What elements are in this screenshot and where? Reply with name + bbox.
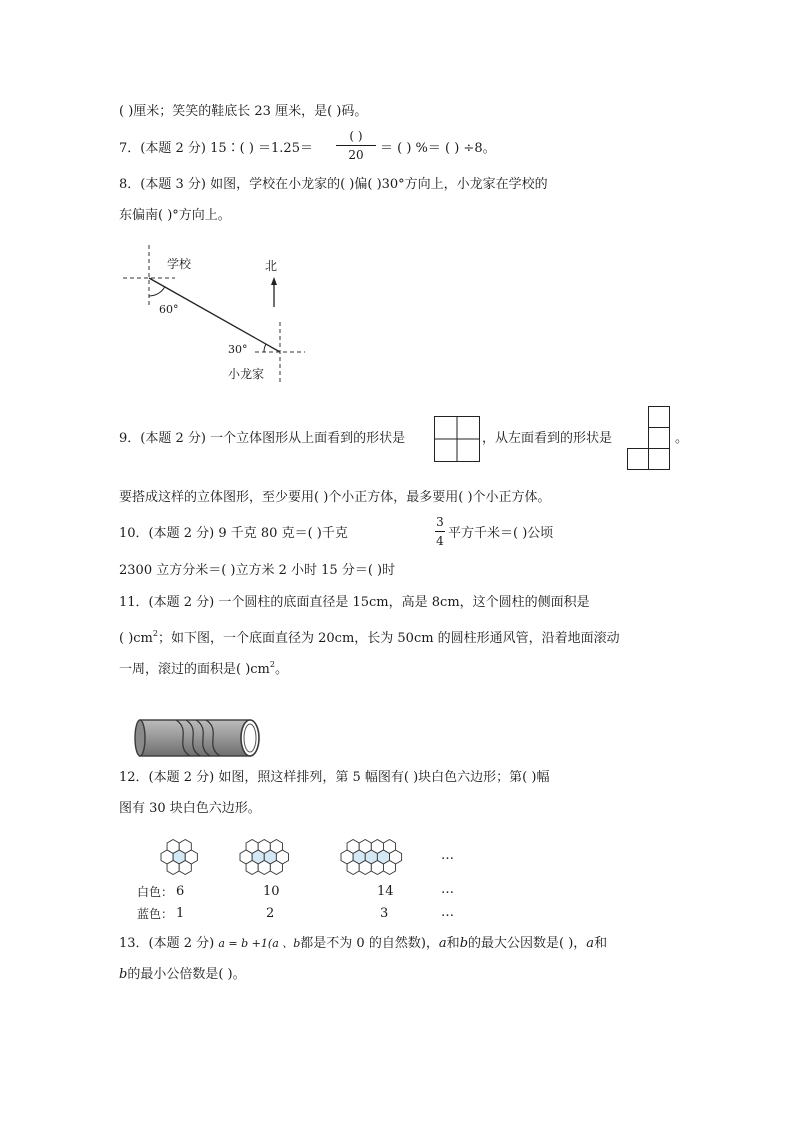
q10-text-line2: 2300 立方分米＝( )立方米 2 小时 15 分＝( )时 bbox=[119, 563, 396, 578]
white-count-3: 14 bbox=[377, 884, 394, 899]
q13-gcd: 的最大公因数是( )， bbox=[468, 936, 587, 951]
blue-count-3: 3 bbox=[380, 906, 389, 921]
q7-fraction-denominator: 20 bbox=[348, 148, 364, 162]
label-home: 小龙家 bbox=[228, 367, 265, 381]
q9-text-line2: 要搭成这样的立体图形，至少要用( )个小正方体，最多要用( )个小正方体。 bbox=[119, 490, 551, 505]
blue-count-ellipsis: … bbox=[441, 905, 454, 920]
white-hexagon bbox=[347, 861, 359, 875]
q7-fraction-numerator: ( ) bbox=[349, 129, 363, 143]
q13-prefix: 13．(本题 2 分) bbox=[119, 936, 215, 951]
label-north: 北 bbox=[265, 259, 278, 273]
left-view-shape bbox=[626, 406, 672, 472]
white-hexagon bbox=[359, 861, 371, 875]
q10-fraction-bar bbox=[435, 531, 445, 532]
q11-text-line3 bbox=[119, 656, 288, 679]
white-hexagon bbox=[383, 861, 395, 875]
white-count-label: 白色： bbox=[137, 885, 174, 899]
top-view-grid bbox=[434, 416, 480, 462]
q7-text-part2: ＝ ( ) %＝ ( ) ÷8。 bbox=[380, 141, 496, 156]
direction-diagram bbox=[115, 245, 315, 395]
q13-and-2: 和 bbox=[594, 936, 608, 951]
hex-ellipsis-top: … bbox=[441, 848, 454, 863]
blue-count-2: 2 bbox=[266, 906, 275, 921]
white-hexagon bbox=[179, 861, 191, 875]
q9-end-mark: 。 bbox=[675, 431, 689, 446]
var-a: a bbox=[438, 936, 447, 951]
white-hexagon bbox=[258, 861, 270, 875]
white-count-1: 6 bbox=[176, 884, 185, 899]
q8-text-line2: 东偏南( )°方向上。 bbox=[119, 208, 231, 223]
q12-text-line2: 图有 30 块白色六边形。 bbox=[119, 801, 261, 816]
blue-count-label: 蓝色： bbox=[137, 907, 174, 921]
q11-line3-end: 。 bbox=[274, 662, 288, 677]
q13-formula: a = b +1(a 、b bbox=[218, 937, 301, 950]
q13-lcm: 的最小公倍数是( )。 bbox=[127, 967, 246, 982]
q12-text-line1: 12．(本题 2 分) 如图，照这样排列，第 5 幅图有( )块白色六边形；第( )幅 bbox=[119, 770, 550, 785]
q10-text-part2: 平方千米＝( )公顷 bbox=[448, 526, 554, 541]
q11-blank-1: ( )cm bbox=[119, 631, 153, 646]
q10-fraction-denominator: 4 bbox=[436, 534, 444, 548]
q13-and: 和 bbox=[446, 936, 460, 951]
q6-continuation: ( )厘米；笑笑的鞋底长 23 厘米，是( )码。 bbox=[119, 104, 368, 119]
q10-fraction-numerator: 3 bbox=[436, 515, 444, 529]
label-angle-30: 30° bbox=[228, 343, 248, 356]
squared-sup: 2 bbox=[269, 660, 275, 669]
white-count-2: 10 bbox=[263, 884, 280, 899]
white-hexagon bbox=[167, 861, 179, 875]
q7-text-part1: 7．(本题 2 分) 15∶( ) ＝1.25＝ bbox=[119, 141, 313, 156]
var-a: a bbox=[586, 936, 595, 951]
white-hexagon bbox=[371, 861, 383, 875]
q11-text-line1: 11．(本题 2 分) 一个圆柱的底面直径是 15cm，高是 8cm，这个圆柱的侧面积是 bbox=[119, 595, 590, 610]
q9-text-part2: ，从左面看到的形状是 bbox=[482, 431, 613, 446]
white-hexagon bbox=[246, 861, 258, 875]
q10-text-part1: 10．(本题 2 分) 9 千克 80 克＝( )千克 bbox=[119, 526, 348, 541]
var-b: b bbox=[459, 936, 469, 951]
squared-sup: 2 bbox=[152, 629, 158, 638]
q13-cond: 都是不为 0 的自然数)， bbox=[300, 936, 439, 951]
q7-fraction-bar bbox=[336, 145, 376, 146]
var-b: b bbox=[119, 967, 128, 982]
white-count-ellipsis: … bbox=[441, 882, 454, 897]
label-angle-60: 60° bbox=[159, 303, 179, 316]
ventilation-pipe-image bbox=[134, 716, 264, 762]
blue-count-1: 1 bbox=[176, 906, 185, 921]
q11-line3-text: 一周，滚过的面积是( )cm bbox=[119, 662, 270, 677]
q9-text-part1: 9．(本题 2 分) 一个立体图形从上面看到的形状是 bbox=[119, 431, 406, 446]
white-hexagon bbox=[270, 861, 282, 875]
q11-line2-rest: ；如下图，一个底面直径为 20cm，长为 50cm 的圆柱形通风管，沿着地面滚动 bbox=[157, 631, 620, 646]
hexagon-pattern-figures bbox=[158, 835, 458, 879]
q13-text-line1 bbox=[119, 935, 607, 953]
q13-text-line2 bbox=[119, 966, 246, 984]
q11-text-line2 bbox=[119, 625, 620, 648]
q8-text-line1: 8．(本题 3 分) 如图，学校在小龙家的( )偏( )30°方向上，小龙家在学校的 bbox=[119, 177, 548, 192]
label-school: 学校 bbox=[167, 257, 192, 271]
